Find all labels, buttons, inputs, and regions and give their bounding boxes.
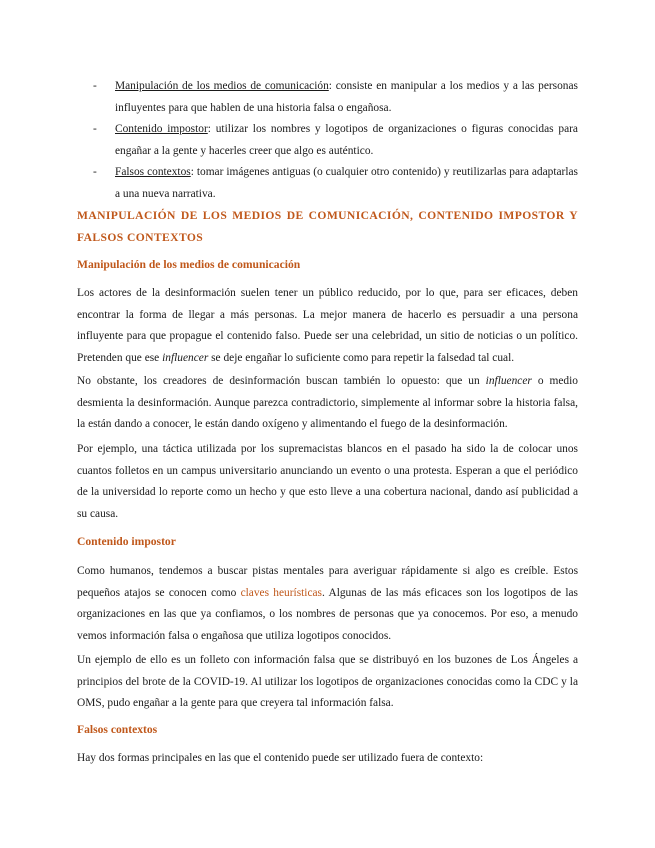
paragraph: Por ejemplo, una táctica utilizada por los supremacistas blancos en el pasado ha sido la de colocar unos cuantos folletos en un campus universitario anunciando un evento o una protesta. Esperan a que el periódico de la universidad lo reporte como un hecho y que esto lleve a una cobertura nacional, dando así publicidad a su causa. xyxy=(77,443,578,520)
list-item xyxy=(93,162,578,205)
bullet-dash: - xyxy=(93,166,97,178)
paragraph-text: . Algunas de las más eficaces son los logotipos de las organizaciones en las que ya confiamos, o los nombres de personas que ya conocemos. Por eso, a menudo vemos información falsa o engañosa que utiliza logotipos conocidos. xyxy=(77,586,578,642)
paragraph xyxy=(77,371,578,436)
bullet-text: : consiste en manipular a los medios y a las personas influyentes para que hablen de una historia falsa o engañosa. xyxy=(115,80,578,114)
emphasis-influencer: influencer xyxy=(162,351,209,364)
bullet-term: Contenido impostor xyxy=(115,123,208,135)
paragraph xyxy=(77,283,578,369)
bullet-text: : tomar imágenes antiguas (o cualquier otro contenido) y reutilizarlas para adaptarlas a una nueva narrativa. xyxy=(115,166,578,200)
subheading-media-manipulation: Manipulación de los medios de comunicación xyxy=(77,258,301,271)
list-item xyxy=(93,119,578,162)
paragraph: Hay dos formas principales en las que el contenido puede ser utilizado fuera de contexto: xyxy=(77,752,484,764)
paragraph-text: Los actores de la desinformación suelen tener un público reducido, por lo que, para ser eficaces, deben encontrar la forma de llegar a más personas. La mejor manera de hacerlo es persuadir a una persona influyente para que propague el contenido falso. Puede ser una celebridad, un sitio de noticias o un político. Pretenden que ese xyxy=(77,287,578,364)
bullet-dash: - xyxy=(93,80,97,92)
bullet-term: Manipulación de los medios de comunicación xyxy=(115,80,329,92)
list-item xyxy=(93,76,578,119)
section-heading: MANIPULACIÓN DE LOS MEDIOS DE COMUNICACIÓN, CONTENIDO IMPOSTOR Y FALSOS CONTEXTOS xyxy=(77,209,578,244)
bullet-text: : utilizar los nombres y logotipos de organizaciones o figuras conocidas para engañar a la gente y hacerles creer que algo es auténtico. xyxy=(115,123,578,157)
bullet-dash: - xyxy=(93,123,97,135)
paragraph: Un ejemplo de ello es un folleto con información falsa que se distribuyó en los buzones de Los Ángeles a principios del brote de la COVID-19. Al utilizar los logotipos de organizaciones conocidas como la CDC y la OMS, pudo engañar a la gente para que creyera tal información falsa. xyxy=(77,654,578,709)
paragraph-text: No obstante, los creadores de desinformación buscan también lo opuesto: que un xyxy=(77,375,486,387)
paragraph-text: Como humanos, tendemos a buscar pistas mentales para averiguar rápidamente si algo es creíble. Estos pequeños atajos se conocen como xyxy=(77,565,578,599)
subheading-false-contexts: Falsos contextos xyxy=(77,723,158,736)
paragraph-text: o medio desmienta la desinformación. Aunque parezca contradictorio, simplemente al informar sobre la historia falsa, la están dando a conocer, le están dando oxígeno y alimentando el fuego de la desinformación. xyxy=(77,375,578,430)
subheading-impostor-content: Contenido impostor xyxy=(77,535,176,548)
paragraph xyxy=(77,561,578,647)
bullet-list xyxy=(93,76,578,205)
emphasis-influencer: influencer xyxy=(485,375,532,387)
bullet-term: Falsos contextos xyxy=(115,166,191,178)
paragraph-text: se deje engañar lo suficiente como para repetir la falsedad tal cual. xyxy=(208,351,515,364)
heuristic-cues-link[interactable]: claves heurísticas xyxy=(240,586,322,599)
